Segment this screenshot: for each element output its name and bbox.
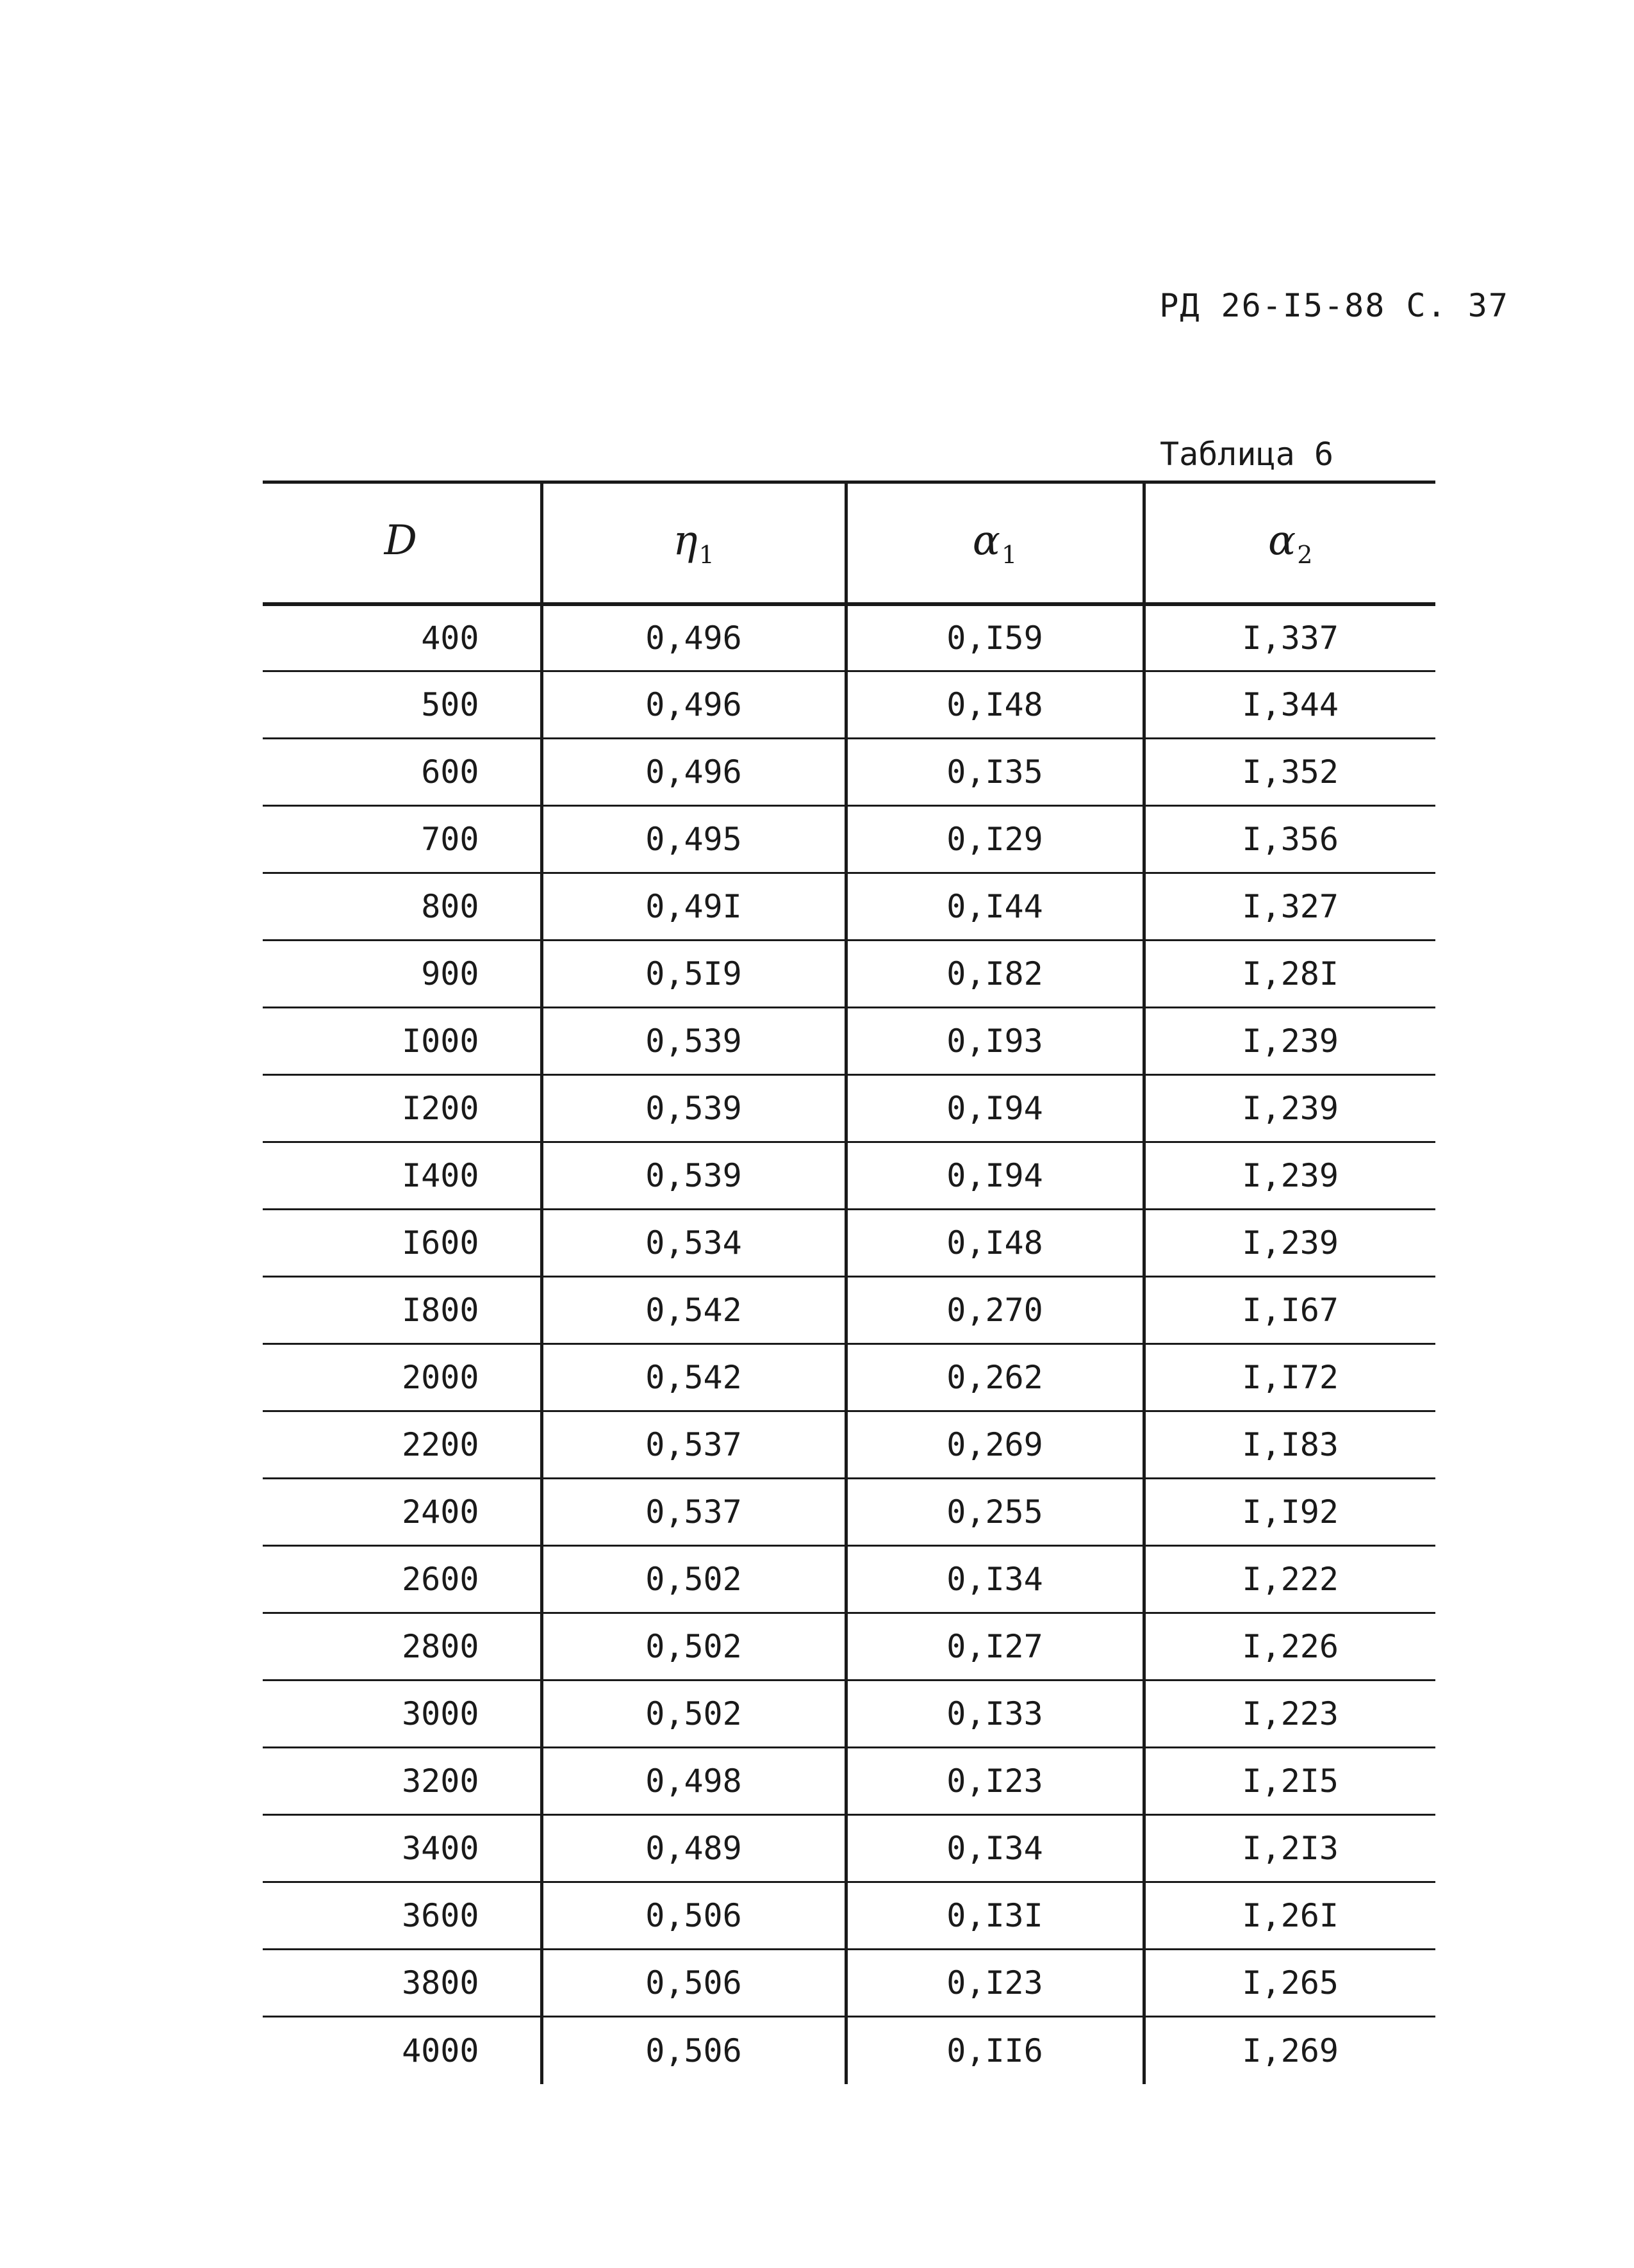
cell-alpha1: 0,I48 — [846, 671, 1144, 739]
cell-alpha1: 0,255 — [846, 1479, 1144, 1546]
cell-alpha1: 0,270 — [846, 1277, 1144, 1344]
cell-eta1: 0,495 — [541, 806, 846, 873]
cell-d: 600 — [263, 739, 541, 806]
cell-d: 3400 — [263, 1815, 541, 1882]
cell-d: 2800 — [263, 1613, 541, 1680]
cell-d: I200 — [263, 1075, 541, 1142]
cell-alpha1: 0,I82 — [846, 941, 1144, 1008]
cell-d: 3000 — [263, 1680, 541, 1748]
table-row — [263, 1815, 1435, 1882]
table-row — [263, 1613, 1435, 1680]
cell-alpha2: I,352 — [1144, 739, 1435, 806]
table-row — [263, 1680, 1435, 1748]
table-row — [263, 1882, 1435, 1950]
column-symbol: α — [972, 516, 1001, 564]
cell-eta1: 0,542 — [541, 1277, 846, 1344]
column-header-alpha2 — [1144, 482, 1435, 604]
cell-eta1: 0,539 — [541, 1142, 846, 1210]
cell-alpha1: 0,I94 — [846, 1142, 1144, 1210]
cell-alpha1: 0,262 — [846, 1344, 1144, 1411]
table-row — [263, 873, 1435, 941]
cell-alpha2: I,2I5 — [1144, 1748, 1435, 1815]
table-caption: Таблица 6 — [1160, 436, 1333, 473]
cell-d: 400 — [263, 604, 541, 671]
cell-alpha1: 0,I34 — [846, 1546, 1144, 1613]
table-body — [263, 604, 1435, 2084]
cell-alpha2: I,239 — [1144, 1008, 1435, 1075]
cell-d: I600 — [263, 1210, 541, 1277]
cell-eta1: 0,537 — [541, 1479, 846, 1546]
cell-alpha1: 0,I93 — [846, 1008, 1144, 1075]
cell-alpha1: 0,I3I — [846, 1882, 1144, 1950]
cell-d: 500 — [263, 671, 541, 739]
table-row — [263, 1210, 1435, 1277]
column-subscript: 1 — [1002, 540, 1018, 569]
cell-d: 2600 — [263, 1546, 541, 1613]
cell-alpha1: 0,I44 — [846, 873, 1144, 941]
cell-alpha2: I,265 — [1144, 1950, 1435, 2017]
table-row — [263, 1748, 1435, 1815]
table-row — [263, 1344, 1435, 1411]
table-row — [263, 1411, 1435, 1479]
column-symbol: D — [384, 516, 417, 564]
page-header-reference: РД 26-I5-88 С. 37 — [1159, 287, 1509, 324]
cell-eta1: 0,502 — [541, 1546, 846, 1613]
cell-alpha1: 0,I48 — [846, 1210, 1144, 1277]
cell-eta1: 0,5I9 — [541, 941, 846, 1008]
cell-alpha2: I,223 — [1144, 1680, 1435, 1748]
table-row — [263, 739, 1435, 806]
cell-alpha1: 0,II6 — [846, 2017, 1144, 2084]
cell-alpha2: I,337 — [1144, 604, 1435, 671]
cell-d: I000 — [263, 1008, 541, 1075]
cell-eta1: 0,489 — [541, 1815, 846, 1882]
cell-alpha2: I,222 — [1144, 1546, 1435, 1613]
cell-alpha2: I,269 — [1144, 2017, 1435, 2084]
cell-eta1: 0,502 — [541, 1613, 846, 1680]
cell-alpha1: 0,I23 — [846, 1950, 1144, 2017]
cell-alpha1: 0,I34 — [846, 1815, 1144, 1882]
cell-alpha2: I,226 — [1144, 1613, 1435, 1680]
cell-d: 4000 — [402, 2032, 479, 2069]
cell-d: 700 — [263, 806, 541, 873]
cell-alpha2: I,I83 — [1144, 1411, 1435, 1479]
cell-d: I400 — [263, 1142, 541, 1210]
cell-d: 2000 — [263, 1344, 541, 1411]
cell-alpha1: 0,I35 — [846, 739, 1144, 806]
cell-alpha2: I,327 — [1144, 873, 1435, 941]
column-subscript: 1 — [698, 540, 714, 569]
table-row — [263, 1075, 1435, 1142]
cell-alpha1: 0,I27 — [846, 1613, 1144, 1680]
table-row — [263, 1950, 1435, 2017]
cell-alpha1: 0,I33 — [846, 1680, 1144, 1748]
table-row — [263, 604, 1435, 671]
cell-d: 3800 — [263, 1950, 541, 2017]
cell-alpha1: 0,I29 — [846, 806, 1144, 873]
table-row — [263, 1142, 1435, 1210]
cell-alpha2: I,239 — [1144, 1142, 1435, 1210]
cell-d: 3600 — [263, 1882, 541, 1950]
cell-alpha2: I,344 — [1144, 671, 1435, 739]
cell-eta1: 0,496 — [541, 671, 846, 739]
column-symbol: α — [1268, 516, 1296, 564]
cell-alpha2: I,I72 — [1144, 1344, 1435, 1411]
cell-eta1: 0,537 — [541, 1411, 846, 1479]
cell-alpha2: I,2I3 — [1144, 1815, 1435, 1882]
cell-eta1: 0,49I — [541, 873, 846, 941]
cell-d: 2200 — [263, 1411, 541, 1479]
column-header-alpha1 — [846, 482, 1144, 604]
cell-d: 3200 — [263, 1748, 541, 1815]
table-row — [263, 1277, 1435, 1344]
cell-alpha2: I,I67 — [1144, 1277, 1435, 1344]
cell-eta1: 0,534 — [541, 1210, 846, 1277]
cell-eta1: 0,496 — [541, 604, 846, 671]
header-row — [263, 482, 1435, 604]
cell-alpha1: 0,269 — [846, 1411, 1144, 1479]
data-table — [263, 481, 1435, 2084]
cell-eta1: 0,496 — [541, 739, 846, 806]
cell-alpha2: I,28I — [1144, 941, 1435, 1008]
column-header-eta1 — [541, 482, 846, 604]
cell-alpha2: I,26I — [1144, 1882, 1435, 1950]
cell-eta1: 0,506 — [541, 1950, 846, 2017]
table-row — [263, 941, 1435, 1008]
table-row — [263, 1546, 1435, 1613]
column-header-d — [263, 482, 541, 604]
cell-d: I800 — [263, 1277, 541, 1344]
cell-eta1: 0,502 — [541, 1680, 846, 1748]
table-header — [263, 482, 1435, 604]
cell-alpha2: I,239 — [1144, 1075, 1435, 1142]
cell-d: 900 — [263, 941, 541, 1008]
cell-alpha2: I,239 — [1144, 1210, 1435, 1277]
cell-eta1: 0,542 — [541, 1344, 846, 1411]
cell-eta1: 0,539 — [541, 1075, 846, 1142]
cell-alpha1: 0,I59 — [846, 604, 1144, 671]
table-row — [263, 2017, 1435, 2084]
column-symbol: η — [673, 516, 698, 564]
table-row — [263, 806, 1435, 873]
table-row — [263, 1008, 1435, 1075]
cell-eta1: 0,539 — [541, 1008, 846, 1075]
cell-d: 2400 — [263, 1479, 541, 1546]
cell-d: 800 — [263, 873, 541, 941]
cell-alpha1: 0,I94 — [846, 1075, 1144, 1142]
cell-alpha2: I,356 — [1144, 806, 1435, 873]
table-row — [263, 1479, 1435, 1546]
cell-alpha1: 0,I23 — [846, 1748, 1144, 1815]
cell-eta1: 0,498 — [541, 1748, 846, 1815]
column-subscript: 2 — [1297, 540, 1313, 569]
cell-eta1: 0,506 — [541, 2017, 846, 2084]
cell-eta1: 0,506 — [541, 1882, 846, 1950]
cell-alpha2: I,I92 — [1144, 1479, 1435, 1546]
table-row — [263, 671, 1435, 739]
